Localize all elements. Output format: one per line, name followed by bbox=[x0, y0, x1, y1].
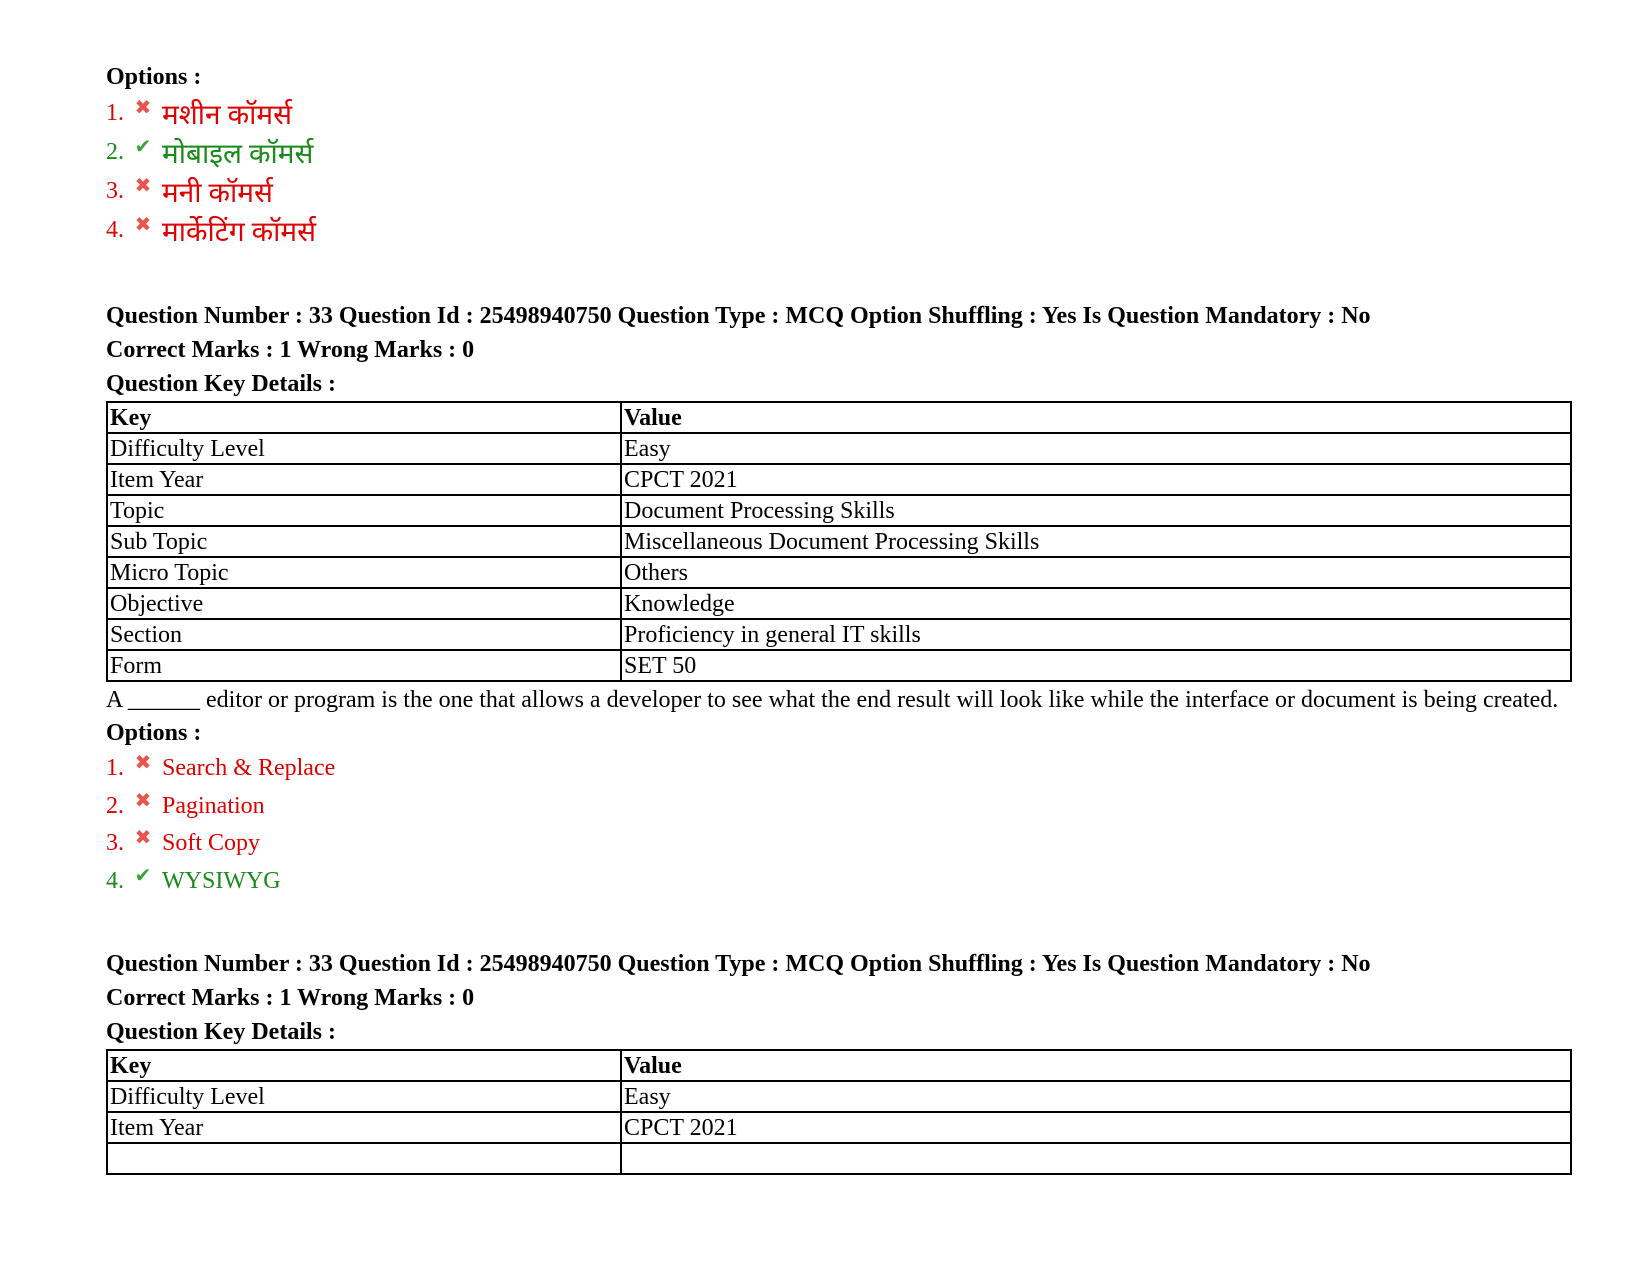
question-meta: Question Number : 33 Question Id : 25498940750 Question Type : MCQ Option Shuffling : Yes Is Question Mandatory : No bbox=[106, 951, 1371, 977]
option-item bbox=[106, 172, 1572, 211]
option-number: 3. bbox=[106, 178, 124, 204]
table-row bbox=[107, 464, 1571, 495]
option-number: 1. bbox=[106, 100, 124, 126]
table-cell-key: Form bbox=[107, 650, 621, 681]
table-row bbox=[107, 1081, 1571, 1112]
table-cell-value: Proficiency in general IT skills bbox=[621, 619, 1571, 650]
option-item bbox=[106, 211, 1572, 250]
options-list bbox=[106, 750, 1572, 900]
option-item bbox=[106, 788, 1572, 826]
option-text: WYSIWYG bbox=[162, 867, 281, 894]
table-cell-key: Micro Topic bbox=[107, 557, 621, 588]
table-row bbox=[107, 650, 1571, 681]
table-cell-key: Difficulty Level bbox=[107, 1081, 621, 1112]
table-row bbox=[107, 588, 1571, 619]
question-text: A ______ editor or program is the one that allows a developer to see what the end result will look like while the interface or document is being created. bbox=[106, 687, 1559, 713]
option-item bbox=[106, 825, 1572, 863]
option-text: मार्केटिंग कॉमर्स bbox=[162, 216, 317, 248]
cross-icon: ✖ bbox=[134, 789, 152, 812]
table-cell-value: Knowledge bbox=[621, 588, 1571, 619]
table-header-row bbox=[107, 402, 1571, 433]
key-details-table bbox=[106, 1049, 1572, 1175]
table-row bbox=[107, 495, 1571, 526]
option-text: Pagination bbox=[162, 792, 265, 819]
option-text: मोबाइल कॉमर्स bbox=[162, 138, 314, 170]
table-cell-key bbox=[107, 1143, 621, 1174]
option-item bbox=[106, 94, 1572, 133]
document-page bbox=[106, 62, 1572, 1175]
cross-icon: ✖ bbox=[134, 175, 152, 197]
option-text: Search & Replace bbox=[162, 755, 336, 782]
table-cell-value: Miscellaneous Document Processing Skills bbox=[621, 526, 1571, 557]
table-cell-value: SET 50 bbox=[621, 650, 1571, 681]
option-item bbox=[106, 863, 1572, 901]
option-text: मशीन कॉमर्स bbox=[162, 99, 293, 131]
table-header-value: Value bbox=[621, 1050, 1571, 1081]
table-row bbox=[107, 433, 1571, 464]
table-header-value: Value bbox=[621, 402, 1571, 433]
options-list bbox=[106, 94, 1572, 250]
key-details-label: Question Key Details : bbox=[106, 371, 336, 397]
table-cell-value: Easy bbox=[621, 1081, 1571, 1112]
table-row bbox=[107, 526, 1571, 557]
table-header-key: Key bbox=[107, 1050, 621, 1081]
table-cell-key: Section bbox=[107, 619, 621, 650]
table-cell-value: CPCT 2021 bbox=[621, 464, 1571, 495]
check-icon: ✔ bbox=[134, 136, 152, 158]
table-cell-value: Easy bbox=[621, 433, 1571, 464]
question-meta: Question Number : 33 Question Id : 25498940750 Question Type : MCQ Option Shuffling : Yes Is Question Mandatory : No bbox=[106, 303, 1371, 329]
option-item bbox=[106, 133, 1572, 172]
marks-line: Correct Marks : 1 Wrong Marks : 0 bbox=[106, 337, 475, 363]
table-cell-key: Topic bbox=[107, 495, 621, 526]
option-number: 4. bbox=[106, 867, 124, 894]
table-cell-key: Objective bbox=[107, 588, 621, 619]
option-item bbox=[106, 750, 1572, 788]
table-cell-key: Difficulty Level bbox=[107, 433, 621, 464]
key-details-table bbox=[106, 401, 1572, 682]
cross-icon: ✖ bbox=[134, 827, 152, 850]
marks-line: Correct Marks : 1 Wrong Marks : 0 bbox=[106, 985, 475, 1011]
table-cell-key: Sub Topic bbox=[107, 526, 621, 557]
cross-icon: ✖ bbox=[134, 214, 152, 236]
options-label: Options : bbox=[106, 64, 202, 90]
table-row-cut-off bbox=[107, 1143, 1571, 1174]
table-cell-key: Item Year bbox=[107, 1112, 621, 1143]
cross-icon: ✖ bbox=[134, 752, 152, 775]
option-number: 2. bbox=[106, 139, 124, 165]
option-number: 1. bbox=[106, 755, 124, 782]
table-cell-value bbox=[621, 1143, 1571, 1174]
table-cell-value: Document Processing Skills bbox=[621, 495, 1571, 526]
options-label: Options : bbox=[106, 720, 202, 746]
table-row bbox=[107, 557, 1571, 588]
table-header-row bbox=[107, 1050, 1571, 1081]
table-cell-value: Others bbox=[621, 557, 1571, 588]
table-row bbox=[107, 619, 1571, 650]
option-number: 2. bbox=[106, 792, 124, 819]
check-icon: ✔ bbox=[134, 864, 152, 887]
option-text: Soft Copy bbox=[162, 830, 261, 857]
table-cell-value: CPCT 2021 bbox=[621, 1112, 1571, 1143]
option-number: 4. bbox=[106, 217, 124, 243]
cross-icon: ✖ bbox=[134, 97, 152, 119]
option-number: 3. bbox=[106, 830, 124, 857]
table-header-key: Key bbox=[107, 402, 621, 433]
table-row bbox=[107, 1112, 1571, 1143]
key-details-label: Question Key Details : bbox=[106, 1019, 336, 1045]
option-text: मनी कॉमर्स bbox=[162, 177, 273, 209]
table-cell-key: Item Year bbox=[107, 464, 621, 495]
